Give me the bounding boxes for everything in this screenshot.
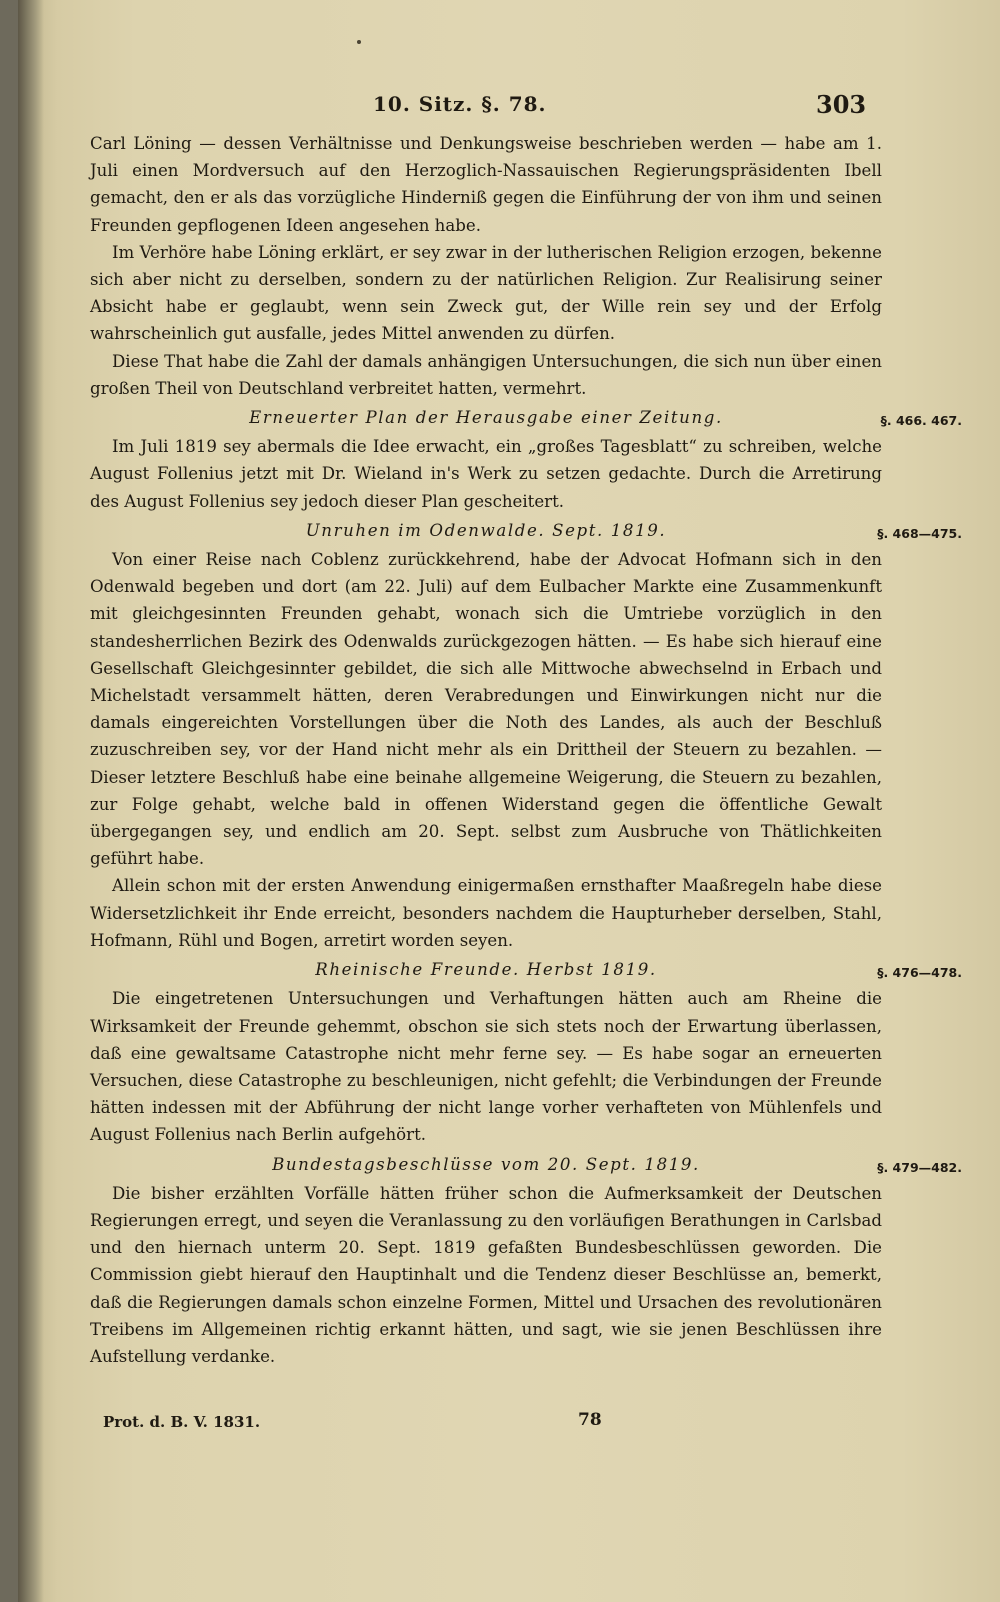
paragraph: Von einer Reise nach Coblenz zurückkehrend, habe der Advocat Hofmann sich in den Odenwald begeben und dort (am 22. Juli) auf dem Eulbacher Markte eine Zusammenkunft mit gleichgesinnten Freunden gehabt, wonach sich die Umtriebe vorzüglich in den standesherrlichen Bezirk des Odenwalds zurückgezogen hätten. — Es habe sich hierauf eine Gesellschaft Gleichgesinnter gebildet, die sich alle Mittwoche abwechselnd in Erbach und Michelstadt versammelt hätten, deren Verabredungen und Einwirkungen nicht nur die damals eingereichten Vorstellungen über die Noth des Landes, als auch der Beschluß zuzuschreiben sey, vor der Hand nicht mehr als ein Drittheil der Steuern zu bezahlen. — Dieser letztere Beschluß habe eine beinahe allgemeine Weigerung, die Steuern zu bezahlen, zur Folge gehabt, welche bald in offenen Widerstand gegen die öffentliche Gewalt übergegangen sey, und endlich am 20. Sept. selbst zum Ausbruche von Thätlichkeiten geführt habe. — [90, 550, 882, 869]
footer-source: Prot. d. B. V. 1831. — [103, 1413, 261, 1431]
book-page — [18, 0, 1000, 1602]
section-heading — [90, 404, 962, 431]
paragraph: Im Juli 1819 sey abermals die Idee erwacht, ein „großes Tagesblatt“ zu schreiben, welche August Follenius jetzt mit Dr. Wieland in's Werk zu setzen gedachte. Durch die Arretirung des August Follenius sey jedoch dieser Plan gescheitert. — [90, 437, 882, 511]
section-ref: §. 479—482. — [877, 1159, 962, 1175]
paragraph: Diese That habe die Zahl der damals anhängigen Untersuchungen, die sich nun über einen großen Theil von Deutschland verbreitet hatten, vermehrt. — [90, 351, 882, 398]
book-spine-shadow — [18, 0, 44, 1602]
paragraph: Carl Löning — dessen Verhältnisse und Denkungsweise beschrieben werden — habe am 1. Juli einen Mordversuch auf den Herzoglich-Nassauischen Regierungspräsidenten Ibell gemacht, den er als das vorzügliche Hinderniß gegen die Einführung der von ihm und seinen Freunden gepflogenen Ideen angesehen habe. — [90, 134, 882, 235]
paragraph: Allein schon mit der ersten Anwendung einigermaßen ernsthafter Maaßregeln habe diese Widersetzlichkeit ihr Ende erreicht, besonders nachdem die Haupturheber derselben, Stahl, Hofmann, Rühl und Bogen, arretirt worden seyen. — [90, 876, 882, 950]
printer-signature: 78 — [578, 1410, 602, 1430]
ink-speck — [357, 40, 361, 44]
page-number: 303 — [816, 90, 867, 119]
section-heading — [90, 1151, 962, 1178]
section-heading-text: Unruhen im Odenwalde. Sept. 1819. — [305, 520, 667, 540]
section-heading-text: Rheinische Freunde. Herbst 1819. — [315, 960, 657, 980]
section-heading-text: Erneuerter Plan der Herausgabe einer Zeitung. — [249, 408, 723, 428]
section-heading — [90, 517, 962, 544]
section-ref: §. 476—478. — [877, 965, 962, 981]
main-text — [90, 130, 962, 1370]
paragraph: Die bisher erzählten Vorfälle hätten früher schon die Aufmerksamkeit der Deutschen Regierungen erregt, und seyen die Veranlassung zu den vorläufigen Berathungen in Carlsbad und den hiernach unterm 20. Sept. 1819 gefaßten Bundesbeschlüssen geworden. Die Commission giebt hierauf den Hauptinhalt und die Tendenz dieser Beschlüsse an, bemerkt, daß die Regierungen damals schon einzelne Formen, Mittel und Ursachen des revolutionären Treibens im Allgemeinen richtig erkannt hätten, und sagt, wie sie jenen Beschlüssen ihre Aufstellung verdanke. — [90, 1183, 882, 1366]
section-heading-text: Bundestagsbeschlüsse vom 20. Sept. 1819. — [272, 1154, 700, 1174]
paragraph: Die eingetretenen Untersuchungen und Verhaftungen hätten auch am Rheine die Wirksamkeit der Freunde gehemmt, obschon sie sich stets noch der Erwartung überlassen, daß eine gewaltsame Catastrophe nicht mehr ferne sey. — Es habe sogar an erneuerten Versuchen, diese Catastrophe zu beschleunigen, nicht gefehlt; die Verbindungen der Freunde hätten indessen mit der Abführung der nicht lange vorher verhafteten von Mühlenfels und August Follenius nach Berlin aufgehört. — [90, 989, 882, 1145]
section-heading — [90, 956, 962, 983]
section-ref: §. 468—475. — [877, 525, 962, 541]
section-ref: §. 466. 467. — [880, 413, 962, 429]
paragraph: Im Verhöre habe Löning erklärt, er sey zwar in der lutherischen Religion erzogen, bekenne sich aber nicht zu derselben, sondern zu der natürlichen Religion. Zur Realisirung seiner Absicht habe er geglaubt, wenn sein Zweck gut, der Wille rein sey und der Erfolg wahrscheinlich gut ausfalle, jedes Mittel anwenden zu dürfen. — [90, 242, 882, 344]
running-head: 10. Sitz. §. 78. — [373, 92, 547, 116]
